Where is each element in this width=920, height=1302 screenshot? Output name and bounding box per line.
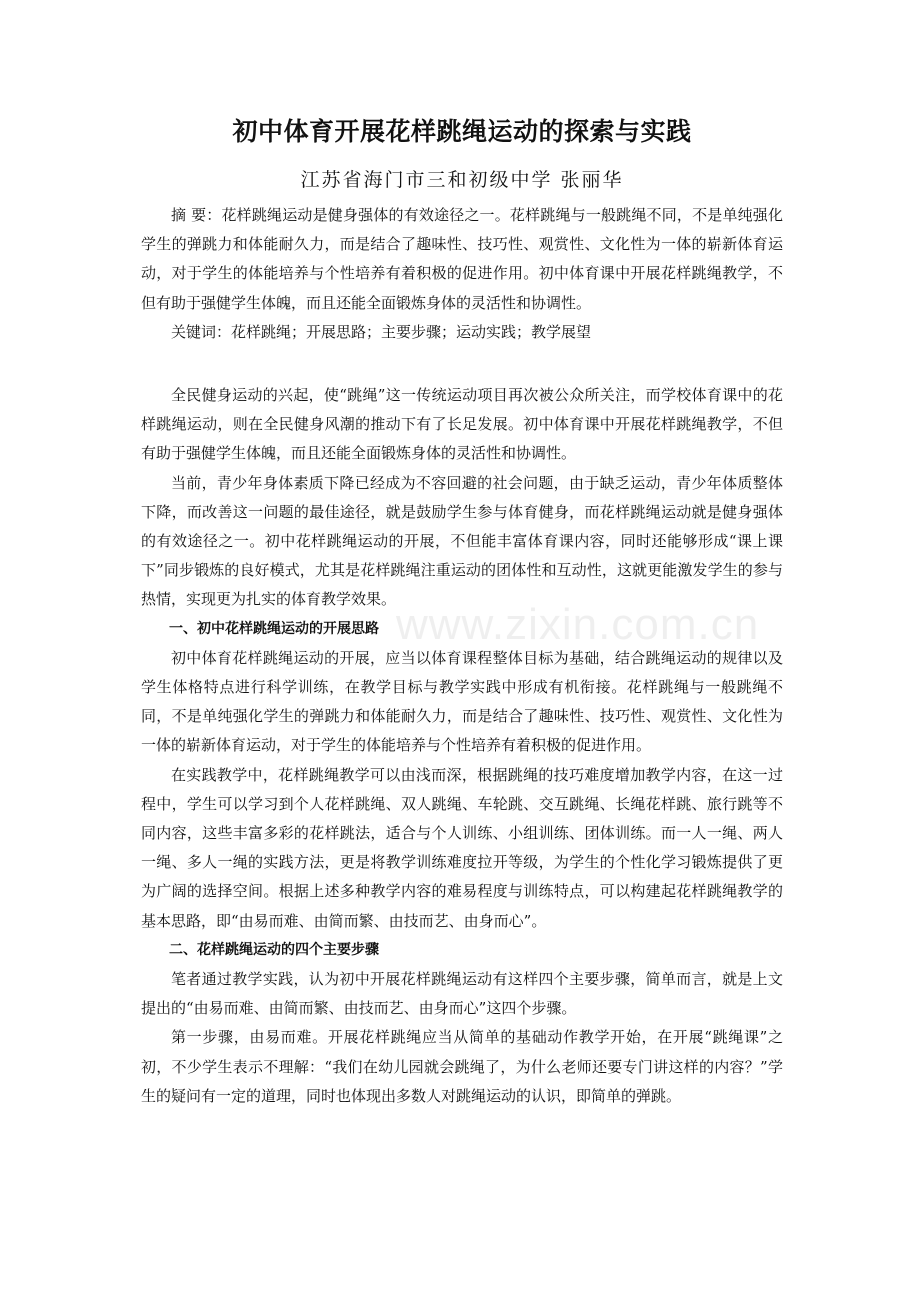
section-paragraph: 第一步骤，由易而难。开展花样跳绳应当从简单的基础动作教学开始，在开展“跳绳课”之初，不少学生表示不理解：“我们在幼儿园就会跳绳了，为什么老师还要专门讲这样的内容？”学生的疑问有一定的道理，同时也体现出多数人对跳绳运动的认识，即简单的弹跳。 (141, 1028, 783, 1105)
intro-paragraph: 当前，青少年身体素质下降已经成为不容回避的社会问题，由于缺乏运动，青少年体质整体下降，而改善这一问题的最佳途径，就是鼓励学生参与体育健身，而花样跳绳运动就是健身强体的有效途径之一。初中花样跳绳运动的开展，不但能丰富体育课内容，同时还能够形成“课上课下”同步锻炼的良好模式，尤其是花样跳绳注重运动的团体性和互动性，这就更能激发学生的参与热情，实现更为扎实的体育教学效果。 (141, 473, 783, 609)
watermark: www.zixin.com.cn (396, 600, 760, 649)
section-heading: 二、花样跳绳运动的四个主要步骤 (169, 941, 379, 958)
section-paragraph: 在实践教学中，花样跳绳教学可以由浅而深，根据跳绳的技巧难度增加教学内容，在这一过程中，学生可以学习到个人花样跳绳、双人跳绳、车轮跳、交互跳绳、长绳花样跳、旅行跳等不同内容，这些丰富多彩的花样跳法，适合与个人训练、小组训练、团体训练。而一人一绳、两人一绳、多人一绳的实践方法，更是将教学训练难度拉开等级，为学生的个性化学习锻炼提供了更为广阔的选择空间。根据上述多种教学内容的难易程度与训练特点，可以构建起花样跳绳教学的基本思路，即“由易而难、由简而繁、由技而艺、由身而心”。 (141, 765, 783, 930)
author-line: 江苏省海门市三和初级中学 张丽华 (300, 169, 624, 191)
intro-paragraph: 全民健身运动的兴起，使“跳绳”这一传统运动项目再次被公众所关注，而学校体育课中的花样跳绳运动，则在全民健身风潮的推动下有了长足发展。初中体育课中开展花样跳绳教学，不但有助于强健学生体魄，而且还能全面锻炼身体的灵活性和协调性。 (141, 386, 783, 463)
section-paragraph: 笔者通过教学实践，认为初中开展花样跳绳运动有这样四个主要步骤，简单而言，就是上文提出的“由易而难、由简而繁、由技而艺、由身而心”这四个步骤。 (141, 970, 783, 1018)
document-title: 初中体育开展花样跳绳运动的探索与实践 (232, 117, 692, 146)
abstract-paragraph: 摘 要：花样跳绳运动是健身强体的有效途径之一。花样跳绳与一般跳绳不同，不是单纯强化学生的弹跳力和体能耐久力，而是结合了趣味性、技巧性、观赏性、文化性为一体的崭新体育运动，对于学生的体能培养与个性培养有着积极的促进作用。初中体育课中开展花样跳绳教学，不但有助于强健学生体魄，而且还能全面锻炼身体的灵活性和协调性。 (141, 206, 783, 312)
keywords-line: 关键词：花样跳绳；开展思路；主要步骤；运动实践；教学展望 (171, 322, 592, 341)
document-body (141, 108, 783, 1111)
section-paragraph: 初中体育花样跳绳运动的开展，应当以体育课程整体目标为基础，结合跳绳运动的规律以及学生体格特点进行科学训练，在教学目标与教学实践中形成有机衔接。花样跳绳与一般跳绳不同，不是单纯强化学生的弹跳力和体能耐久力，而是结合了趣味性、技巧性、观赏性、文化性为一体的崭新体育运动，对于学生的体能培养与个性培养有着积极的促进作用。 (141, 648, 783, 755)
section-heading: 一、初中花样跳绳运动的开展思路 (169, 620, 379, 637)
